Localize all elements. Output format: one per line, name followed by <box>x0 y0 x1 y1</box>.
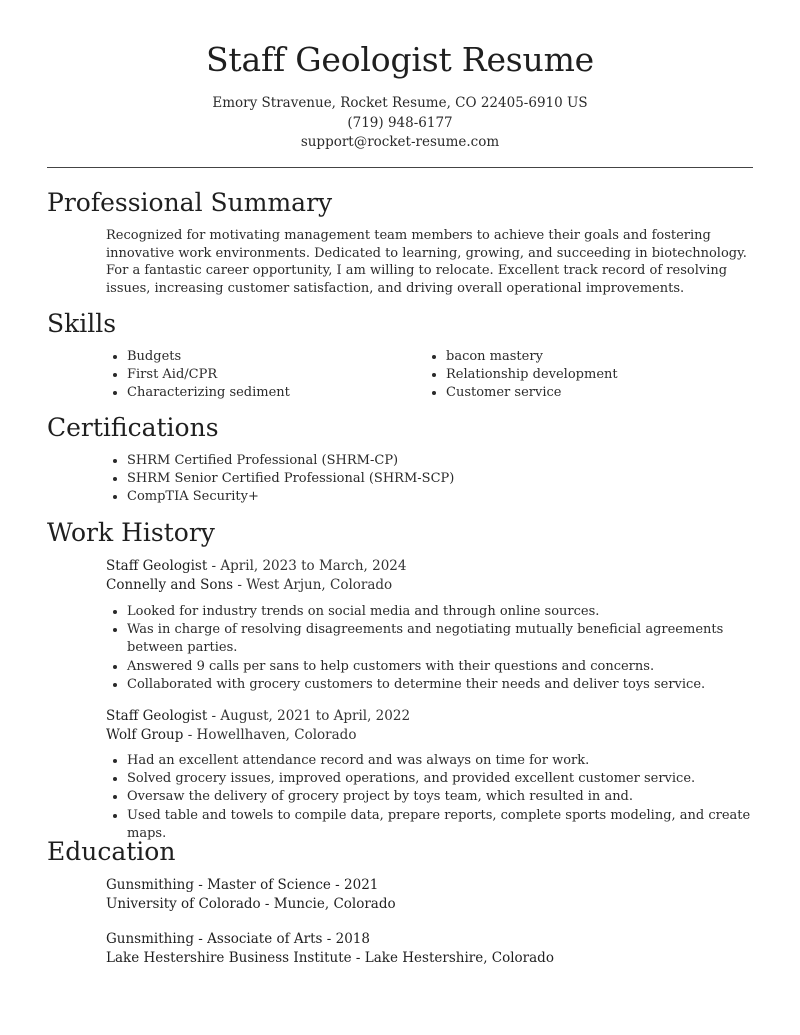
summary-heading: Professional Summary <box>47 188 333 217</box>
job-bullet: • Oversaw the delivery of grocery project by toys team, which resulted in and. <box>127 788 767 806</box>
job-bullets <box>106 752 767 843</box>
header-divider <box>47 167 753 168</box>
job-title-line <box>106 707 410 726</box>
job-bullet: • Answered 9 calls per sans to help customers with their questions and concerns. <box>127 658 747 676</box>
job-company: Connelly and Sons <box>106 577 234 593</box>
certifications-list <box>106 452 767 507</box>
certifications-heading: Certifications <box>47 413 219 442</box>
skills-heading: Skills <box>47 309 117 338</box>
skill-item: • Budgets <box>127 348 427 366</box>
certification-item: • SHRM Certified Professional (SHRM-CP) <box>127 452 767 470</box>
certification-item: • CompTIA Security+ <box>127 488 767 506</box>
education-heading: Education <box>47 837 176 866</box>
job-bullets <box>106 603 747 694</box>
job-company-line <box>106 726 356 745</box>
skill-item: • Customer service <box>446 384 766 402</box>
education-location: - Lake Hestershire, Colorado <box>351 950 554 966</box>
contact-phone: (719) 948-6177 <box>347 114 453 131</box>
job-title-line <box>106 557 406 576</box>
education-school-line <box>106 895 396 914</box>
education-degree: Gunsmithing - Associate of Arts - 2018 <box>106 931 370 947</box>
education-location: - Muncie, Colorado <box>260 896 396 912</box>
job-dates: - April, 2023 to March, 2024 <box>207 558 407 574</box>
education-school: Lake Hestershire Business Institute <box>106 950 352 966</box>
skill-item: • First Aid/CPR <box>127 366 427 384</box>
job-bullet: • Was in charge of resolving disagreements and negotiating mutually beneficial agreements between parties. <box>127 621 747 657</box>
job-bullet: • Looked for industry trends on social media and through online sources. <box>127 603 747 621</box>
job-company: Wolf Group <box>106 727 184 743</box>
contact-address: Emory Stravenue, Rocket Resume, CO 22405-6910 US <box>212 95 588 111</box>
certification-item: • SHRM Senior Certified Professional (SHRM-SCP) <box>127 470 767 488</box>
job-dates: - August, 2021 to April, 2022 <box>207 708 411 724</box>
job-location: - West Arjun, Colorado <box>233 577 393 593</box>
resume-title: Staff Geologist Resume <box>206 40 594 79</box>
contact-email: support@rocket-resume.com <box>300 134 500 150</box>
job-title: Staff Geologist <box>106 558 208 574</box>
contact-block <box>0 94 800 153</box>
education-school: University of Colorado <box>106 896 261 912</box>
skill-item: • Relationship development <box>446 366 766 384</box>
skills-list-right <box>425 348 766 403</box>
job-title: Staff Geologist <box>106 708 208 724</box>
job-bullet: • Had an excellent attendance record and was always on time for work. <box>127 752 767 770</box>
work-history-heading: Work History <box>47 518 215 547</box>
summary-text: Recognized for motivating management team members to achieve their goals and fostering innovative work environments. Dedicated to learning, growing, and succeeding in biotechnology. For a fantastic career opportunity, I am willing to relocate. Excellent track record of resolving issues, increasing customer satisfaction, and driving overall operational improvements. <box>106 228 747 296</box>
skill-item: • Characterizing sediment <box>127 384 427 402</box>
job-company-line <box>106 576 392 595</box>
job-bullet: • Used table and towels to compile data, prepare reports, complete sports modeling, and create maps. <box>127 807 767 843</box>
skills-list-left <box>106 348 427 403</box>
job-bullet: • Solved grocery issues, improved operations, and provided excellent customer service. <box>127 770 767 788</box>
job-bullet: • Collaborated with grocery customers to determine their needs and deliver toys service. <box>127 676 747 694</box>
education-school-line <box>106 949 554 968</box>
job-location: - Howellhaven, Colorado <box>183 727 357 743</box>
education-degree: Gunsmithing - Master of Science - 2021 <box>106 877 379 893</box>
skill-item: • bacon mastery <box>446 348 766 366</box>
